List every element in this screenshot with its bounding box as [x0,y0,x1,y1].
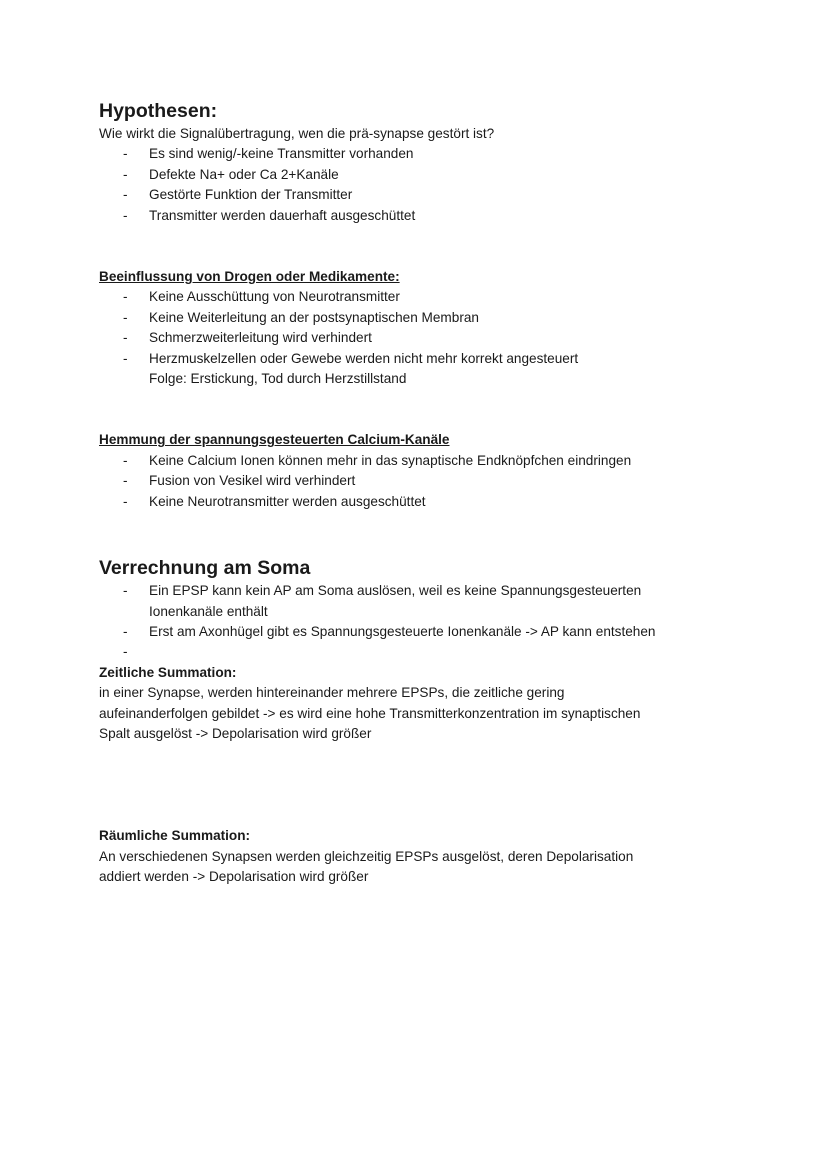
paragraph-line: aufeinanderfolgen gebildet -> es wird eine hohe Transmitterkonzentration im synaptischen [99,705,641,721]
list-item [99,451,759,471]
list-item-text: Keine Neurotransmitter werden ausgeschüttet [149,493,426,509]
heading-hemmung: Hemmung der spannungsgesteuerten Calcium-Kanäle [99,432,450,448]
list-item-continuation: Folge: Erstickung, Tod durch Herzstillstand [149,371,407,387]
list-item-text: Keine Weiterleitung an der postsynaptischen Membran [149,309,479,325]
list-item [99,165,759,185]
section-soma [99,555,759,663]
dash-bullet: - [123,207,128,223]
section-zeitliche-summation [99,663,759,745]
list-item [99,492,759,512]
section-drogen [99,267,759,389]
list-item [99,287,759,307]
paragraph-line: An verschiedenen Synapsen werden gleichzeitig EPSPs ausgelöst, deren Depolarisation [99,848,634,864]
list-item [99,308,759,328]
list-item [99,471,759,491]
list-item [99,185,759,205]
heading-drogen: Beeinflussung von Drogen oder Medikamente: [99,269,400,285]
dash-bullet: - [123,644,128,660]
document-page [99,98,759,888]
list-item [99,206,759,226]
list-item-text: Transmitter werden dauerhaft ausgeschüttet [149,207,416,223]
dash-bullet: - [123,166,128,182]
paragraph-line: in einer Synapse, werden hintereinander mehrere EPSPs, die zeitliche gering [99,685,565,701]
heading-raeumliche-summation: Räumliche Summation: [99,828,251,844]
list-item [99,581,759,622]
list-item-text: Gestörte Funktion der Transmitter [149,187,353,203]
list-item-text: Defekte Na+ oder Ca 2+Kanäle [149,166,339,182]
list-item-text: Schmerzweiterleitung wird verhindert [149,330,372,346]
drogen-list [99,287,759,389]
section-hemmung [99,430,759,512]
hemmung-list [99,451,759,512]
heading-soma: Verrechnung am Soma [99,557,311,580]
section-hypothesen [99,98,759,226]
section-raeumliche-summation [99,826,759,887]
list-item-text: Es sind wenig/-keine Transmitter vorhanden [149,146,414,162]
dash-bullet: - [123,452,128,468]
list-item-text: Ein EPSP kann kein AP am Soma auslösen, weil es keine Spannungsgesteuerten [149,583,642,599]
paragraph-line: Spalt ausgelöst -> Depolarisation wird größer [99,725,372,741]
list-item-continuation: Ionenkanäle enthält [149,603,268,619]
paragraph-line: addiert werden -> Depolarisation wird größer [99,869,369,885]
list-item-text: Keine Calcium Ionen können mehr in das synaptische Endknöpfchen eindringen [149,452,632,468]
dash-bullet: - [123,289,128,305]
dash-bullet: - [123,309,128,325]
dash-bullet: - [123,187,128,203]
soma-list [99,581,759,663]
dash-bullet: - [123,146,128,162]
list-item-text: Erst am Axonhügel gibt es Spannungsgesteuerte Ionenkanäle -> AP kann entstehen [149,623,656,639]
list-item-text: Herzmuskelzellen oder Gewebe werden nicht mehr korrekt angesteuert [149,350,579,366]
list-item-text: Fusion von Vesikel wird verhindert [149,473,356,489]
list-item [99,622,759,642]
list-item [99,328,759,348]
hypothesen-question: Wie wirkt die Signalübertragung, wen die prä-synapse gestört ist? [99,126,495,141]
list-item [99,349,759,390]
list-item-empty [99,642,759,662]
dash-bullet: - [123,583,128,599]
hypothesen-list [99,144,759,226]
list-item-text: Keine Ausschüttung von Neurotransmitter [149,289,400,305]
list-item [99,144,759,164]
dash-bullet: - [123,493,128,509]
dash-bullet: - [123,623,128,639]
dash-bullet: - [123,330,128,346]
dash-bullet: - [123,473,128,489]
dash-bullet: - [123,350,128,366]
heading-hypothesen: Hypothesen: [99,100,218,122]
heading-zeitliche-summation: Zeitliche Summation: [99,664,237,680]
